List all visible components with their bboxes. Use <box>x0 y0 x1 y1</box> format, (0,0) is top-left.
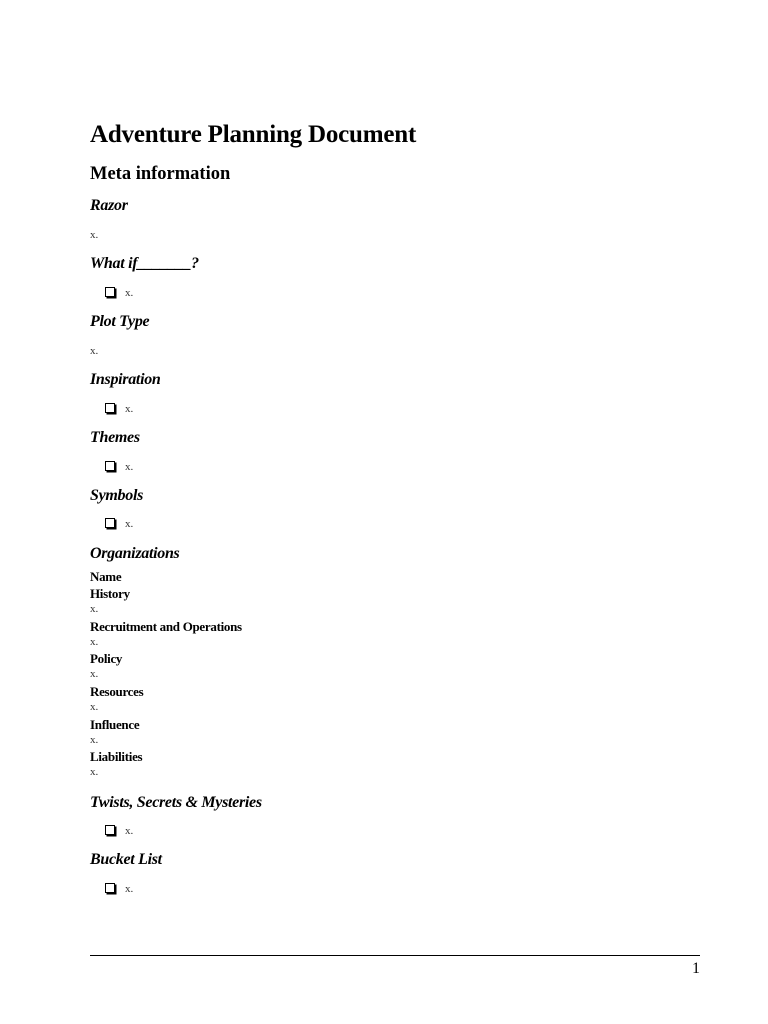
org-recruitment-text: x. <box>90 636 99 648</box>
bullet-item-twists: x. <box>105 825 133 837</box>
heading-bucket-list: Bucket List <box>90 851 162 868</box>
org-field-liabilities: Liabilities <box>90 749 143 764</box>
heading-what-if: What if_______? <box>90 255 199 272</box>
org-field-resources: Resources <box>90 684 144 699</box>
org-field-name: Name <box>90 569 122 584</box>
org-resources-text: x. <box>90 701 99 713</box>
heading-organizations: Organizations <box>90 545 180 562</box>
bullet-item-inspiration: x. <box>105 403 133 415</box>
bullet-item-bucket-list: x. <box>105 883 133 895</box>
checkbox-bullet-icon <box>105 825 115 835</box>
document-page <box>90 0 700 1024</box>
org-field-influence: Influence <box>90 717 140 732</box>
checkbox-bullet-icon <box>105 883 115 893</box>
plot-type-text: x. <box>90 345 99 357</box>
document-title: Adventure Planning Document <box>90 121 417 148</box>
footer-rule <box>90 955 700 956</box>
org-liabilities-text: x. <box>90 766 99 778</box>
org-influence-text: x. <box>90 734 99 746</box>
razor-text: x. <box>90 229 99 241</box>
org-field-recruitment: Recruitment and Operations <box>90 619 242 634</box>
org-field-history: History <box>90 586 130 601</box>
heading-inspiration: Inspiration <box>90 371 161 388</box>
org-history-text: x. <box>90 603 99 615</box>
checkbox-bullet-icon <box>105 403 115 413</box>
checkbox-bullet-icon <box>105 518 115 528</box>
heading-themes: Themes <box>90 429 140 446</box>
bullet-item-themes: x. <box>105 461 133 473</box>
page-number: 1 <box>692 960 700 977</box>
org-field-policy: Policy <box>90 651 123 666</box>
org-policy-text: x. <box>90 668 99 680</box>
heading-razor: Razor <box>90 197 128 214</box>
bullet-item-what-if: x. <box>105 287 133 299</box>
heading-symbols: Symbols <box>90 487 144 504</box>
bullet-item-symbols: x. <box>105 518 133 530</box>
checkbox-bullet-icon <box>105 287 115 297</box>
checkbox-bullet-icon <box>105 461 115 471</box>
section-heading-meta: Meta information <box>90 164 231 184</box>
heading-twists: Twists, Secrets & Mysteries <box>90 794 262 811</box>
heading-plot-type: Plot Type <box>90 313 150 330</box>
